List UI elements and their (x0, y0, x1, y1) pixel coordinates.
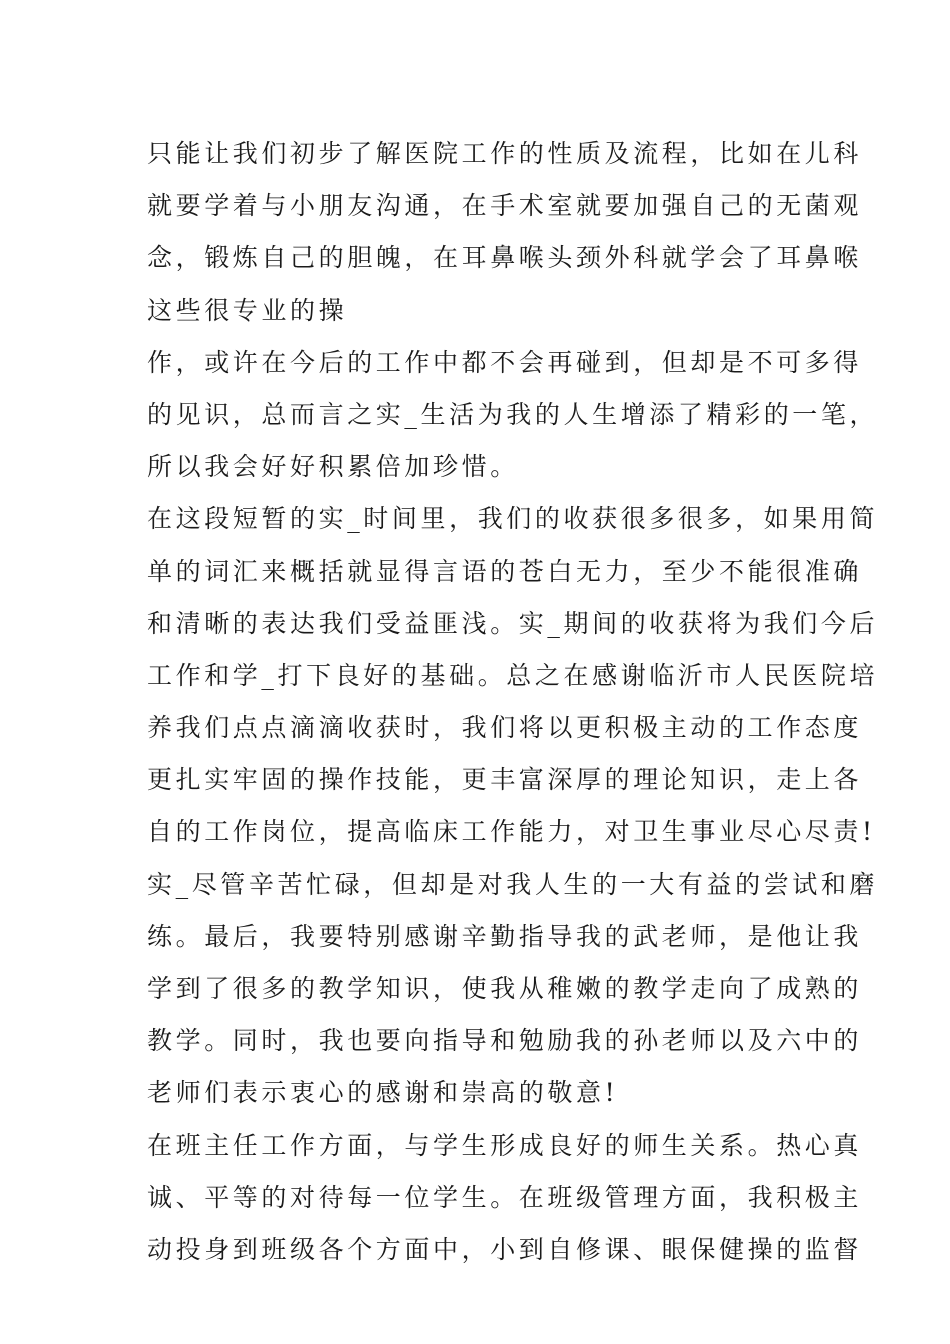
text-line: 老师们表示衷心的感谢和崇高的敬意! (147, 1078, 619, 1108)
text-line: 就要学着与小朋友沟通，在手术室就要加强自己的无菌观 (147, 191, 863, 221)
text-line: 这些很专业的操 (147, 295, 348, 325)
text-line: 养我们点点滴滴收获时，我们将以更积极主动的工作态度 (147, 713, 863, 743)
text-line: 练。最后，我要特别感谢辛勤指导我的武老师，是他让我 (147, 921, 863, 951)
text-line: 诚、平等的对待每一位学生。在班级管理方面，我积极主 (147, 1182, 863, 1212)
text-line: 工作和学_打下良好的基础。总之在感谢临沂市人民医院培 (147, 660, 879, 690)
text-line: 作，或许在今后的工作中都不会再碰到，但却是不可多得 (147, 347, 863, 377)
text-line: 念，锻炼自己的胆魄，在耳鼻喉头颈外科就学会了耳鼻喉 (147, 243, 863, 273)
text-line: 在班主任工作方面，与学生形成良好的师生关系。热心真 (147, 1130, 863, 1160)
text-line: 的见识，总而言之实_生活为我的人生增添了精彩的一笔， (147, 399, 879, 429)
text-line: 只能让我们初步了解医院工作的性质及流程，比如在儿科 (147, 139, 863, 168)
text-line: 所以我会好好积累倍加珍惜。 (147, 452, 519, 482)
text-line: 和清晰的表达我们受益匪浅。实_期间的收获将为我们今后 (147, 608, 879, 638)
text-line: 实_尽管辛苦忙碌，但却是对我人生的一大有益的尝试和磨 (147, 869, 879, 899)
text-line: 学到了很多的教学知识，使我从稚嫩的教学走向了成熟的 (147, 974, 863, 1003)
text-line: 单的词汇来概括就显得言语的苍白无力，至少不能很准确 (147, 556, 863, 586)
text-line: 在这段短暂的实_时间里，我们的收获很多很多，如果用简 (147, 504, 879, 534)
text-line: 更扎实牢固的操作技能，更丰富深厚的理论知识，走上各 (147, 765, 863, 795)
body-text (147, 128, 879, 1276)
text-line: 自的工作岗位，提高临床工作能力，对卫生事业尽心尽责! (147, 817, 876, 847)
text-line: 教学。同时，我也要向指导和勉励我的孙老师以及六中的 (147, 1026, 863, 1056)
text-line: 动投身到班级各个方面中，小到自修课、眼保健操的监督 (147, 1234, 863, 1264)
